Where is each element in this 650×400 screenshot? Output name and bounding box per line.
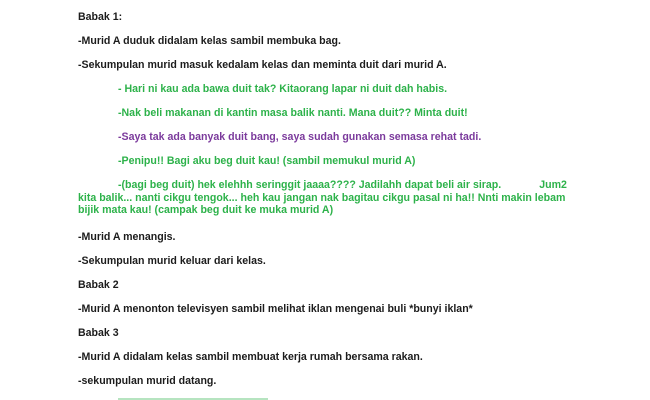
scene2-action-1: -Murid A menonton televisyen sambil melihat iklan mengenai buli *bunyi iklan* — [78, 303, 473, 315]
scene1-action-2: -Sekumpulan murid masuk kedalam kelas dan meminta duit dari murid A. — [78, 59, 447, 71]
scene3-heading: Babak 3 — [78, 327, 119, 339]
dialogue-line-3: -Saya tak ada banyak duit bang, saya sudah gunakan semasa rehat tadi. — [118, 131, 482, 143]
dialogue-line-2: -Nak beli makanan di kantin masa balik nanti. Mana duit?? Minta duit! — [118, 107, 468, 119]
cut-off-text-fragment — [118, 395, 278, 400]
scene3-action-2: -sekumpulan murid datang. — [78, 375, 217, 387]
dialogue-line-5-part1: -(bagi beg duit) hek elehhh seringgit jaaaa???? Jadilahh dapat beli air sirap. — [118, 179, 502, 191]
dialogue-line-4: -Penipu!! Bagi aku beg duit kau! (sambil memukul murid A) — [118, 155, 416, 167]
scene1-action-4: -Sekumpulan murid keluar dari kelas. — [78, 255, 266, 267]
dialogue-line-5-part2: Jum2 kita balik... nanti cikgu tengok... heh kau jangan nak bagitau cikgu pasal ni ha!! Nnti makin lebam bijik mata kau! (campak beg duit ke muka murid A) — [78, 179, 567, 216]
scene1-action-1: -Murid A duduk didalam kelas sambil membuka bag. — [78, 35, 341, 47]
scene1-action-3: -Murid A menangis. — [78, 231, 176, 243]
dialogue-line-5 — [78, 179, 578, 217]
scene3-action-1: -Murid A didalam kelas sambil membuat kerja rumah bersama rakan. — [78, 351, 423, 363]
cut-off-next-line — [118, 393, 278, 400]
scene2-heading: Babak 2 — [78, 279, 119, 291]
scene1-heading: Babak 1: — [78, 11, 123, 23]
dialogue-line-1: - Hari ni kau ada bawa duit tak? Kitaorang lapar ni duit dah habis. — [118, 83, 448, 95]
